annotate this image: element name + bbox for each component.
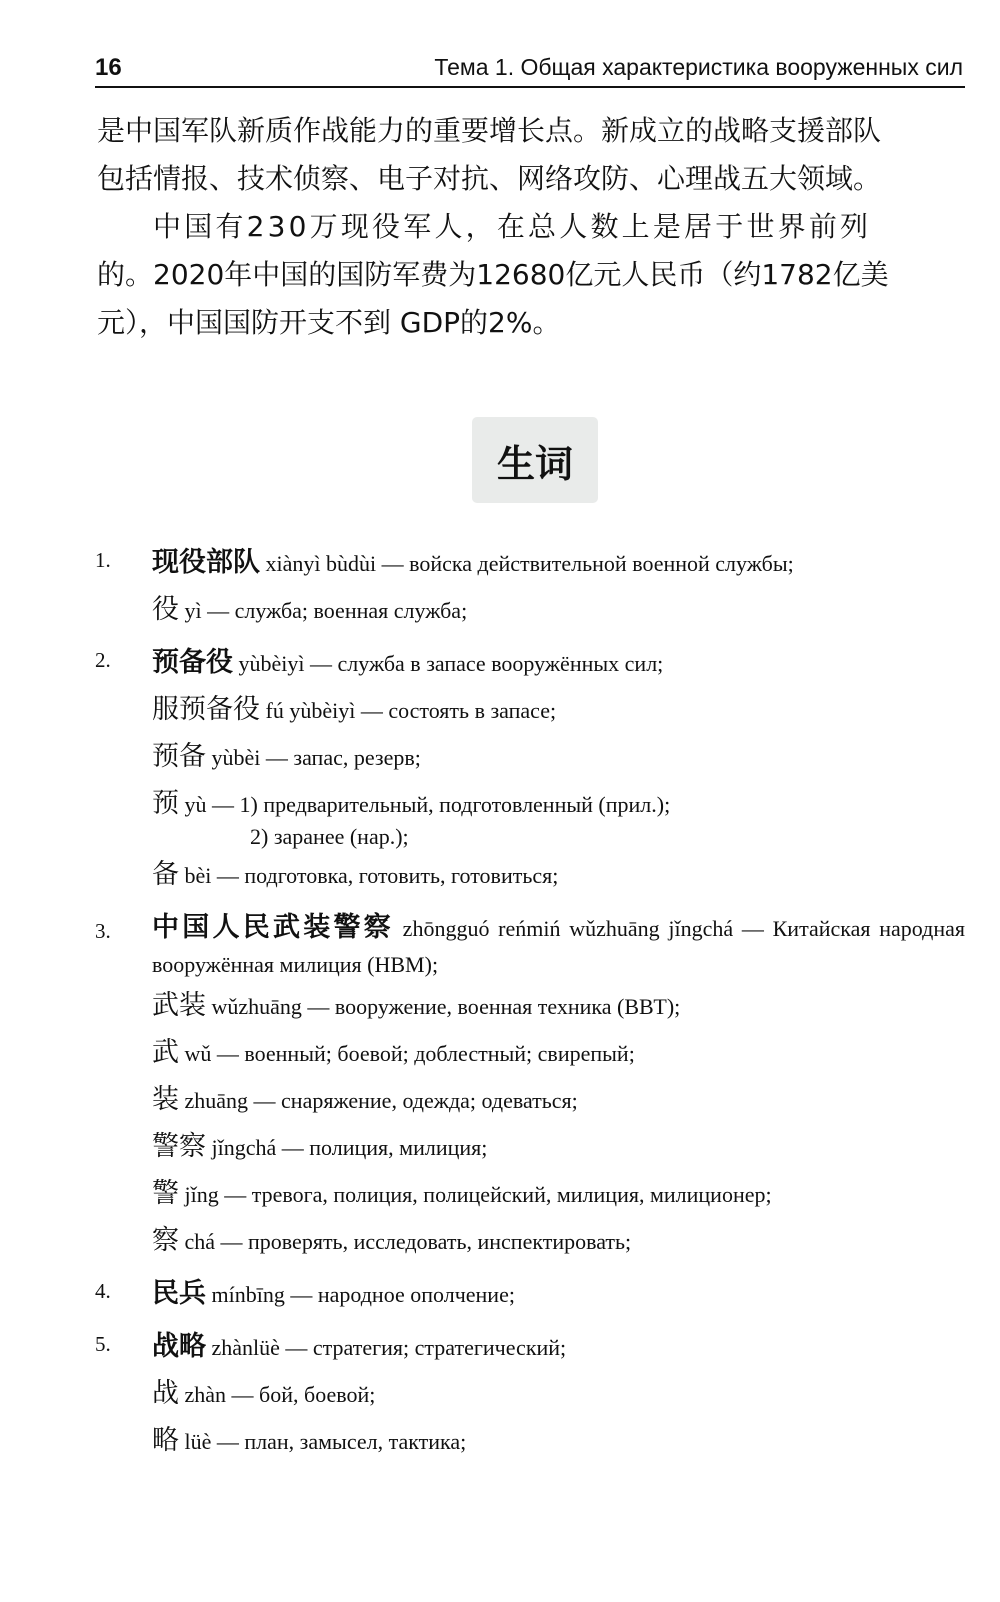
intro-paragraphs	[97, 107, 967, 347]
vocab-row	[152, 905, 965, 983]
vocab-row	[152, 540, 965, 587]
vocab-row	[152, 1218, 965, 1265]
hanzi-term: 察	[152, 1225, 179, 1256]
intro-line: 是中国军队新质作战能力的重要增长点。新成立的战略支援部队	[97, 114, 882, 147]
intro-line: 包括情报、技术侦察、电子对抗、网络攻防、心理战五大领域。	[97, 162, 882, 195]
vocab-row	[152, 781, 965, 828]
vocab-entry	[95, 1324, 965, 1465]
term-definition: mínbīng — народное ополчение;	[206, 1282, 515, 1307]
vocab-row	[152, 1077, 965, 1124]
page-number: 16	[95, 54, 122, 81]
hanzi-term: 服预备役	[152, 694, 260, 725]
intro-line: 中国有230万现役军人，在总人数上是居于世界前列	[153, 210, 872, 243]
term-definition: zhuāng — снаряжение, одежда; одеваться;	[179, 1088, 578, 1113]
hanzi-term: 略	[152, 1425, 179, 1456]
term-definition: yì — служба; военная служба;	[179, 598, 468, 623]
hanzi-term: 武	[152, 1037, 179, 1068]
term-definition: zhàn — бой, боевой;	[179, 1382, 376, 1407]
hanzi-term: 中国人民武装警察	[152, 912, 394, 943]
term-definition: lüè — план, замысел, тактика;	[179, 1429, 467, 1454]
hanzi-term: 民兵	[152, 1278, 206, 1309]
entry-number: 1.	[95, 548, 111, 572]
intro-line: 的。2020年中国的国防军费为12680亿元人民币（约1782亿美	[97, 258, 889, 291]
vocab-entry	[95, 540, 965, 634]
vocab-row	[152, 1418, 965, 1465]
vocab-row	[152, 1324, 965, 1371]
term-definition: xiànyì bùdùi — войска действительной военной службы;	[260, 551, 794, 576]
term-definition: yùbèi — запас, резерв;	[206, 745, 421, 770]
hanzi-term: 武装	[152, 990, 206, 1021]
vocab-row	[152, 640, 965, 687]
hanzi-term: 预	[152, 788, 179, 819]
hanzi-term: 警	[152, 1178, 179, 1209]
hanzi-term: 警察	[152, 1131, 206, 1162]
vocab-entry	[95, 640, 965, 899]
entry-number: 3.	[95, 919, 111, 943]
term-definition: bèi — подготовка, готовить, готовиться;	[179, 863, 559, 888]
term-definition: yù — 1) предварительный, подготовленный (прил.);	[179, 792, 671, 817]
vocab-row	[152, 1124, 965, 1171]
hanzi-term: 役	[152, 594, 179, 625]
entry-number: 2.	[95, 648, 111, 672]
vocab-row	[152, 687, 965, 734]
vocab-row	[152, 852, 965, 899]
hanzi-term: 战	[152, 1378, 179, 1409]
term-definition: zhànlüè — стратегия; стратегический;	[206, 1335, 567, 1360]
definition-continuation: 2) заранее (нар.);	[250, 824, 409, 849]
hanzi-term: 现役部队	[152, 547, 260, 578]
vocab-row	[152, 1271, 965, 1318]
section-title: 生词	[472, 417, 598, 503]
hanzi-term: 装	[152, 1084, 179, 1115]
hanzi-term: 战略	[152, 1331, 206, 1362]
vocab-row	[152, 734, 965, 781]
term-definition: chá — проверять, исследовать, инспектировать;	[179, 1229, 632, 1254]
term-definition: wǔ — военный; боевой; доблестный; свирепый;	[179, 1041, 635, 1066]
vocab-entry	[95, 1271, 965, 1318]
term-definition: fú yùbèiyì — состоять в запасе;	[260, 698, 557, 723]
entry-number: 5.	[95, 1332, 111, 1356]
term-definition: zhōngguó reńmiń wǔzhuāng jǐngchá — Китайская народная вооружённая милиция (НВМ);	[152, 916, 965, 977]
page-header	[95, 52, 965, 88]
vocab-entry	[95, 905, 965, 1265]
vocab-row	[152, 587, 965, 634]
vocab-row	[152, 1030, 965, 1077]
vocab-row	[152, 1171, 965, 1218]
vocab-row	[152, 983, 965, 1030]
hanzi-term: 预备	[152, 741, 206, 772]
hanzi-term: 预备役	[152, 647, 233, 678]
running-title: Тема 1. Общая характеристика вооруженных сил	[434, 54, 963, 80]
vocab-row	[152, 1371, 965, 1418]
term-definition: wǔzhuāng — вооружение, военная техника (ВВТ);	[206, 994, 681, 1019]
vocabulary-list	[95, 540, 965, 1471]
entry-number: 4.	[95, 1279, 111, 1303]
term-definition: jǐngchá — полиция, милиция;	[206, 1135, 488, 1160]
term-definition: jǐng — тревога, полиция, полицейский, милиция, милиционер;	[179, 1182, 772, 1207]
intro-line: 元），中国国防开支不到 GDP的2%。	[97, 306, 561, 339]
term-definition: yùbèiyì — служба в запасе вооружённых сил;	[233, 651, 664, 676]
hanzi-term: 备	[152, 859, 179, 890]
